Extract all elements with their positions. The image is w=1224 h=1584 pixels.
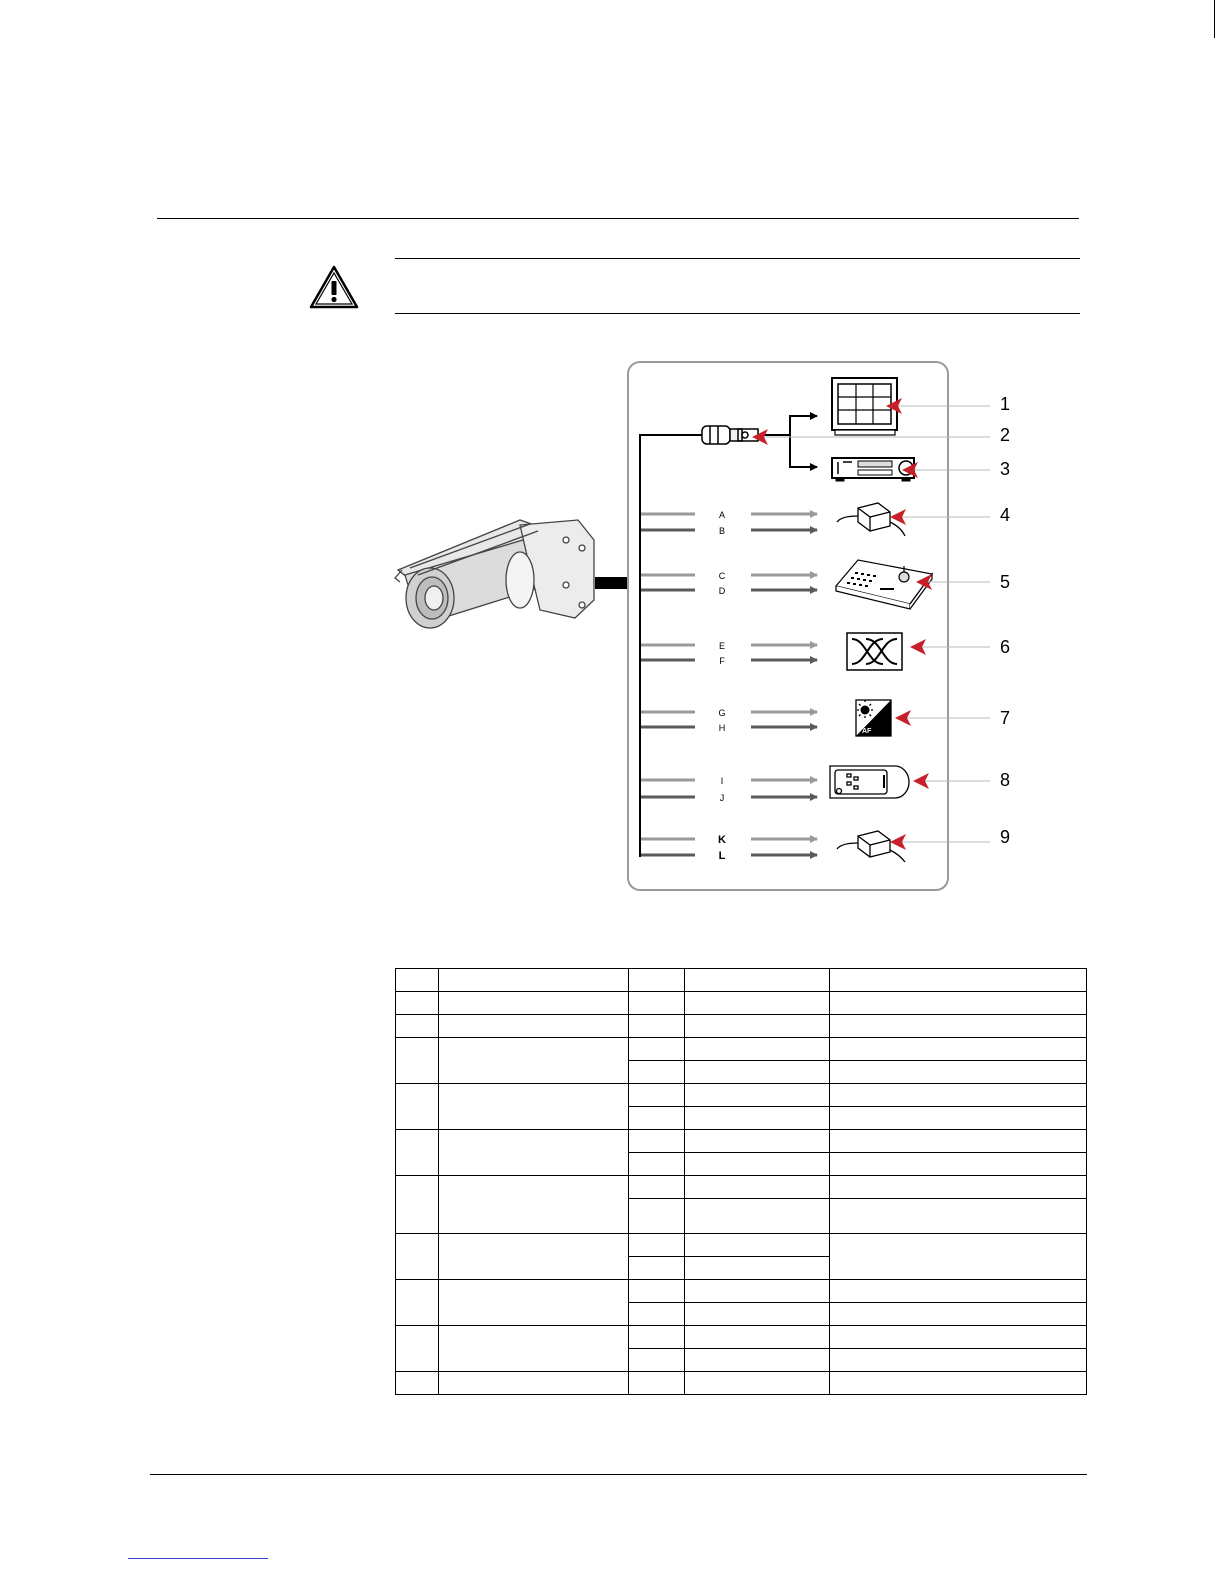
warning-icon (308, 264, 360, 310)
wire-pair-ab (641, 514, 817, 530)
table-header-row (396, 969, 1087, 992)
table-row (396, 1372, 1087, 1395)
power-adapter-icon (837, 831, 905, 862)
wiring-table (395, 968, 1087, 1395)
keyboard-controller-icon (836, 560, 932, 609)
wire-pairs (641, 514, 817, 855)
dvr-icon (832, 458, 914, 481)
camera-cable (595, 577, 629, 589)
callout-5: 5 (999, 572, 1011, 592)
wire-letter-g: G (718, 708, 726, 718)
table-row (396, 1130, 1087, 1153)
bnc-connector-icon (702, 426, 758, 444)
table-row (396, 992, 1087, 1015)
callout-4: 4 (999, 505, 1011, 525)
table-row (396, 1084, 1087, 1107)
wire-letter-e: E (718, 641, 726, 651)
video-arrow-dvr (790, 435, 817, 467)
wire-letter-c: C (718, 571, 726, 581)
page-edge-line (1214, 0, 1215, 38)
day-night-af-icon (856, 700, 891, 736)
wire-letter-j: J (719, 793, 725, 803)
table-row (396, 1326, 1087, 1349)
callout-2: 2 (999, 425, 1011, 445)
callout-3: 3 (999, 459, 1011, 479)
wire-pair-ef (641, 645, 817, 660)
af-badge-label: AF (862, 728, 872, 735)
header-rule (157, 218, 1079, 219)
power-supply-icon (837, 503, 905, 536)
table-row (396, 1234, 1087, 1257)
wire-pair-kl (641, 839, 817, 855)
wire-letter-a: A (718, 510, 726, 520)
video-arrow-monitor (790, 416, 817, 435)
connection-diagram (385, 355, 1045, 900)
callout-9: 9 (999, 827, 1011, 847)
table-row (396, 1038, 1087, 1061)
wire-pair-gh (641, 712, 817, 727)
callout-1: 1 (999, 394, 1011, 414)
wire-pair-ij (641, 780, 817, 797)
footer-link-underline[interactable] (128, 1558, 268, 1559)
table-row (396, 1280, 1087, 1303)
connection-frame (628, 362, 948, 890)
alarm-box-icon (830, 766, 909, 798)
camera-icon (395, 520, 594, 628)
footer-rule (150, 1474, 1087, 1475)
wire-pair-cd (641, 575, 817, 590)
callout-8: 8 (999, 770, 1011, 790)
wire-letter-f: F (719, 656, 725, 666)
table-row (396, 1015, 1087, 1038)
callout-7: 7 (999, 708, 1011, 728)
table-row (396, 1176, 1087, 1199)
wire-letter-l: L (718, 850, 726, 862)
wire-letter-i: I (720, 776, 724, 786)
callout-6: 6 (999, 637, 1011, 657)
wire-letter-d: D (718, 586, 726, 596)
wire-letter-b: B (718, 526, 726, 536)
warning-rule-bottom (395, 313, 1080, 314)
warning-rule-top (395, 258, 1080, 259)
wire-letter-h: H (718, 723, 726, 733)
wire-letter-k: K (718, 834, 726, 846)
data-wave-icon (847, 633, 902, 670)
